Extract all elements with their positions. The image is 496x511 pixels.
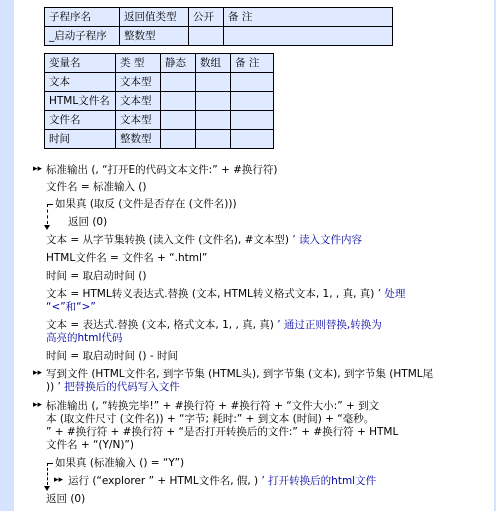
- var-type-cell[interactable]: 整数型: [116, 130, 161, 149]
- var-remark-cell[interactable]: [231, 111, 274, 130]
- var-remark-cell[interactable]: [231, 130, 274, 149]
- flow-line: [47, 204, 48, 224]
- variable-table: [44, 53, 274, 149]
- line-arrow-icon: ▸▸: [33, 368, 43, 378]
- var-static-cell[interactable]: [161, 130, 196, 149]
- code-text: )): [46, 381, 55, 393]
- code-comment: ’ 通过正则替换,转换为: [277, 319, 382, 331]
- variable-row[interactable]: [45, 111, 274, 130]
- var-static-cell[interactable]: [161, 73, 196, 92]
- code-comment: ’ 把替换后的代码写入文件: [57, 381, 180, 393]
- left-gutter: [0, 0, 14, 511]
- var-type-cell[interactable]: 文本型: [116, 92, 161, 111]
- var-name-cell[interactable]: 文件名: [45, 111, 116, 130]
- header-remark: 备 注: [224, 8, 393, 27]
- header-type: 类 型: [116, 54, 161, 73]
- code-text: 文本 = HTML转义表达式.替换 (文本, HTML转义格式文本, 1, , 真, 真): [46, 288, 375, 300]
- var-name-cell[interactable]: 时间: [45, 130, 116, 149]
- code-text: 文本 = 从字节集转换 (读入文件 (文件名), #文本型): [46, 234, 290, 246]
- code-line[interactable]: 标准输出 (, “转换完毕!” + #换行符 + #换行符 + “文件大小:” + 到文: [46, 400, 380, 412]
- flow-line: [47, 204, 53, 205]
- header-public: 公开: [189, 8, 224, 27]
- code-comment: ’ 打开转换后的html文件: [261, 475, 377, 487]
- var-array-cell[interactable]: [196, 130, 231, 149]
- variable-row[interactable]: [45, 130, 274, 149]
- subroutine-row[interactable]: [45, 27, 393, 46]
- code-line[interactable]: ” + #换行符 + #换行符 + “是否打开转换后的文件:” + #换行符 + HTML: [46, 426, 399, 438]
- flow-arrow-icon: [44, 225, 50, 230]
- code-line[interactable]: 返回 (0): [68, 216, 108, 228]
- code-line[interactable]: 写到文件 (HTML文件名, 到字节集 (HTML头), 到字节集 (文本), 到字节集 (HTML尾: [46, 368, 434, 380]
- code-line[interactable]: 本 (取文件尺寸 (文件名)) + “字节; 耗时:” + 到文本 (时间) + “毫秒。: [46, 413, 375, 425]
- code-comment: ’ 处理: [377, 288, 406, 300]
- header-var-remark: 备 注: [231, 54, 274, 73]
- code-line[interactable]: 如果真 (标准输入 () = “Y”): [55, 457, 185, 469]
- code-line[interactable]: [46, 234, 362, 247]
- code-line[interactable]: 如果真 (取反 (文件是否存在 (文件名))): [55, 198, 237, 210]
- code-comment: ’ 读入文件内容: [292, 234, 363, 246]
- code-line[interactable]: [46, 381, 180, 394]
- code-line[interactable]: [68, 475, 376, 488]
- header-subroutine-name: 子程序名: [45, 8, 120, 27]
- var-array-cell[interactable]: [196, 73, 231, 92]
- return-type-cell[interactable]: 整数型: [120, 27, 189, 46]
- var-name-cell[interactable]: HTML文件名: [45, 92, 116, 111]
- code-line[interactable]: 时间 = 取启动时间 () - 时间: [46, 350, 178, 362]
- line-arrow-icon: ▸▸: [33, 164, 43, 174]
- var-static-cell[interactable]: [161, 92, 196, 111]
- subroutine-name-cell[interactable]: _启动子程序: [45, 27, 120, 46]
- subroutine-header-row: [45, 8, 393, 27]
- code-line[interactable]: 标准输出 (, “打开E的代码文本文件:” + #换行符): [46, 164, 278, 176]
- var-static-cell[interactable]: [161, 111, 196, 130]
- var-remark-cell[interactable]: [231, 73, 274, 92]
- var-array-cell[interactable]: [196, 92, 231, 111]
- line-arrow-icon: ▸▸: [54, 475, 64, 485]
- var-name-cell[interactable]: 文本: [45, 73, 116, 92]
- code-line[interactable]: [46, 319, 382, 332]
- code-comment: “<”和“>”: [46, 301, 96, 313]
- var-array-cell[interactable]: [196, 111, 231, 130]
- public-cell[interactable]: [189, 27, 224, 46]
- line-arrow-icon: ▸▸: [33, 400, 43, 410]
- code-line[interactable]: 返回 (0): [46, 493, 86, 505]
- code-text: 运行 (“explorer ” + HTML文件名, 假, ): [68, 475, 259, 487]
- flow-arrow-icon: [44, 486, 50, 491]
- header-array: 数组: [196, 54, 231, 73]
- variable-row[interactable]: [45, 92, 274, 111]
- header-variable-name: 变量名: [45, 54, 116, 73]
- code-comment: 高亮的html代码: [46, 332, 123, 344]
- subroutine-table: [44, 7, 393, 46]
- var-type-cell[interactable]: 文本型: [116, 73, 161, 92]
- flow-line: [47, 463, 48, 485]
- header-return-type: 返回值类型: [120, 8, 189, 27]
- code-line[interactable]: [46, 288, 405, 301]
- code-text: 文本 = 表达式.替换 (文本, 格式文本, 1, , 真, 真): [46, 319, 274, 331]
- code-line[interactable]: 时间 = 取启动时间 (): [46, 270, 147, 282]
- var-type-cell[interactable]: 文本型: [116, 111, 161, 130]
- variable-row[interactable]: [45, 73, 274, 92]
- variable-header-row: [45, 54, 274, 73]
- header-static: 静态: [161, 54, 196, 73]
- remark-cell[interactable]: [224, 27, 393, 46]
- code-line[interactable]: HTML文件名 = 文件名 + “.html”: [46, 252, 208, 264]
- flow-line: [47, 463, 53, 464]
- code-line[interactable]: 文件名 + “(Y/N)”): [46, 439, 134, 451]
- code-line[interactable]: 文件名 = 标准输入 (): [46, 181, 147, 193]
- var-remark-cell[interactable]: [231, 92, 274, 111]
